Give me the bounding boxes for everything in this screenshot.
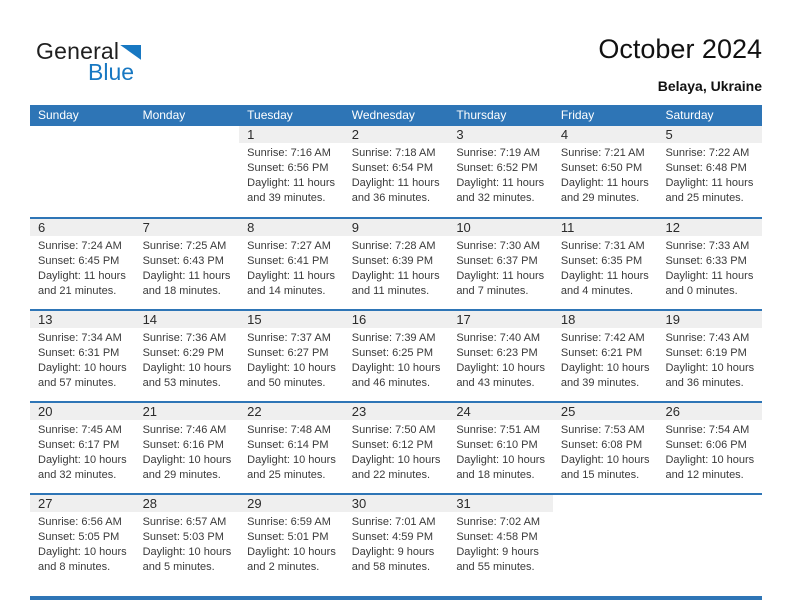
sunrise-text: Sunrise: 7:30 AM: [456, 240, 541, 252]
daylight-text-line1: Daylight: 11 hours: [351, 270, 440, 282]
day-details: [239, 328, 344, 391]
day-number: 20: [30, 403, 135, 420]
day-details: [239, 143, 344, 206]
calendar-cell: [30, 311, 135, 401]
sunrise-text: Sunrise: 7:21 AM: [560, 147, 645, 159]
day-number: 3: [448, 126, 553, 143]
calendar-cell: [657, 219, 762, 309]
calendar-cell: [30, 495, 135, 585]
sunrise-text: Sunrise: 7:31 AM: [560, 240, 645, 252]
calendar-cell: [344, 126, 449, 217]
daylight-text-line1: Daylight: 11 hours: [456, 270, 545, 282]
location-subtitle: Belaya, Ukraine: [657, 78, 762, 94]
logo-text-blue: Blue: [88, 59, 135, 85]
daylight-text-line1: Daylight: 10 hours: [665, 362, 755, 374]
footer-accent-bar: [30, 596, 762, 600]
sunrise-text: Sunrise: 7:27 AM: [247, 240, 331, 252]
daylight-text-line2: and 29 minutes.: [560, 192, 640, 204]
calendar-cell: [448, 126, 553, 217]
sunset-text: Sunset: 6:56 PM: [247, 162, 329, 174]
calendar-week-row: [30, 126, 762, 217]
daylight-text-line2: and 36 minutes.: [665, 377, 744, 389]
sunrise-text: Sunrise: 7:51 AM: [456, 424, 541, 436]
sunset-text: Sunset: 6:31 PM: [38, 347, 120, 359]
daylight-text-line1: Daylight: 9 hours: [351, 546, 435, 558]
daylight-text-line1: Daylight: 10 hours: [560, 362, 650, 374]
day-number: 5: [657, 126, 762, 143]
daylight-text-line2: and 7 minutes.: [456, 285, 529, 297]
daylight-text-line2: and 50 minutes.: [247, 377, 326, 389]
calendar-cell: [553, 403, 658, 493]
sunrise-text: Sunrise: 7:46 AM: [142, 424, 227, 436]
day-number: 6: [30, 219, 135, 236]
sunset-text: Sunset: 6:27 PM: [247, 347, 329, 359]
day-details: [448, 143, 553, 206]
sunrise-text: Sunrise: 6:56 AM: [38, 516, 122, 528]
daylight-text-line1: Daylight: 10 hours: [38, 546, 127, 558]
sunset-text: Sunset: 6:17 PM: [38, 439, 120, 451]
day-number: 10: [448, 219, 553, 236]
sunset-text: Sunset: 6:33 PM: [665, 255, 747, 267]
day-details: [344, 236, 449, 299]
sunrise-text: Sunrise: 7:34 AM: [38, 332, 122, 344]
sunset-text: Sunset: 6:39 PM: [351, 255, 434, 267]
calendar-cell: [448, 403, 553, 493]
daylight-text-line2: and 18 minutes.: [142, 285, 221, 297]
sunset-text: Sunset: 6:41 PM: [247, 255, 329, 267]
day-details: [135, 328, 240, 391]
daylight-text-line1: Daylight: 10 hours: [456, 454, 545, 466]
sunset-text: Sunset: 6:06 PM: [665, 439, 747, 451]
calendar-table: [30, 105, 762, 585]
calendar-cell: [239, 495, 344, 585]
day-details: [344, 328, 449, 391]
calendar-cell: [448, 311, 553, 401]
day-number: 2: [344, 126, 449, 143]
sunrise-text: Sunrise: 7:39 AM: [351, 332, 436, 344]
sunrise-text: Sunrise: 7:24 AM: [38, 240, 122, 252]
calendar-week-row: [30, 217, 762, 309]
daylight-text-line2: and 39 minutes.: [247, 192, 326, 204]
day-details: [657, 143, 762, 206]
daylight-text-line1: Daylight: 11 hours: [665, 270, 754, 282]
daylight-text-line2: and 12 minutes.: [665, 469, 744, 481]
weekday-header-wednesday: Wednesday: [351, 108, 415, 122]
daylight-text-line2: and 15 minutes.: [560, 469, 640, 481]
daylight-text-line1: Daylight: 10 hours: [456, 362, 545, 374]
sunset-text: Sunset: 6:23 PM: [456, 347, 538, 359]
daylight-text-line1: Daylight: 10 hours: [247, 454, 336, 466]
logo-triangle-icon: [120, 45, 141, 60]
sunset-text: Sunset: 6:43 PM: [142, 255, 224, 267]
sunrise-text: Sunrise: 7:16 AM: [247, 147, 331, 159]
sunset-text: Sunset: 5:05 PM: [38, 531, 120, 543]
day-number: 12: [657, 219, 762, 236]
calendar-cell: [135, 403, 240, 493]
day-number: 27: [30, 495, 135, 512]
sunset-text: Sunset: 4:58 PM: [456, 531, 538, 543]
calendar-cell: [344, 495, 449, 585]
sunrise-text: Sunrise: 7:53 AM: [560, 424, 645, 436]
sunset-text: Sunset: 6:45 PM: [38, 255, 120, 267]
day-number: 18: [553, 311, 658, 328]
weekday-header-thursday: Thursday: [456, 108, 507, 122]
sunrise-text: Sunrise: 7:42 AM: [560, 332, 645, 344]
sunrise-text: Sunrise: 7:01 AM: [351, 516, 436, 528]
daylight-text-line1: Daylight: 11 hours: [560, 270, 649, 282]
daylight-text-line1: Daylight: 10 hours: [351, 454, 441, 466]
daylight-text-line2: and 5 minutes.: [142, 561, 215, 573]
daylight-text-line1: Daylight: 10 hours: [351, 362, 441, 374]
sunset-text: Sunset: 4:59 PM: [351, 531, 434, 543]
calendar-cell: [448, 495, 553, 585]
day-number: 31: [448, 495, 553, 512]
daylight-text-line2: and 25 minutes.: [665, 192, 744, 204]
logo-text-general: General: [36, 38, 120, 64]
day-number: 13: [30, 311, 135, 328]
daylight-text-line2: and 58 minutes.: [351, 561, 431, 573]
day-number: 23: [344, 403, 449, 420]
daylight-text-line1: Daylight: 11 hours: [38, 270, 126, 282]
daylight-text-line2: and 57 minutes.: [38, 377, 117, 389]
sunset-text: Sunset: 6:21 PM: [560, 347, 643, 359]
day-number: 24: [448, 403, 553, 420]
sunset-text: Sunset: 5:01 PM: [247, 531, 329, 543]
day-details: [448, 328, 553, 391]
calendar-cell: [448, 219, 553, 309]
daylight-text-line2: and 32 minutes.: [456, 192, 535, 204]
daylight-text-line1: Daylight: 10 hours: [665, 454, 755, 466]
calendar-cell: [657, 403, 762, 493]
day-number: 9: [344, 219, 449, 236]
calendar-cell: [553, 311, 658, 401]
daylight-text-line1: Daylight: 11 hours: [247, 177, 336, 189]
daylight-text-line1: Daylight: 11 hours: [351, 177, 440, 189]
day-number: [30, 126, 135, 143]
day-number: [657, 495, 762, 512]
generalblue-logo: [36, 38, 166, 86]
sunrise-text: Sunrise: 7:19 AM: [456, 147, 541, 159]
daylight-text-line2: and 8 minutes.: [38, 561, 111, 573]
day-details: [448, 420, 553, 483]
day-number: 19: [657, 311, 762, 328]
sunset-text: Sunset: 6:19 PM: [665, 347, 747, 359]
day-details: [344, 143, 449, 206]
day-number: 17: [448, 311, 553, 328]
sunset-text: Sunset: 6:54 PM: [351, 162, 434, 174]
daylight-text-line1: Daylight: 11 hours: [142, 270, 231, 282]
calendar-cell: [657, 126, 762, 217]
sunrise-text: Sunrise: 7:40 AM: [456, 332, 541, 344]
day-number: 11: [553, 219, 658, 236]
day-number: 7: [135, 219, 240, 236]
sunrise-text: Sunrise: 7:54 AM: [665, 424, 750, 436]
sunrise-text: Sunrise: 7:36 AM: [142, 332, 227, 344]
sunset-text: Sunset: 6:48 PM: [665, 162, 747, 174]
day-details: [30, 512, 135, 575]
daylight-text-line1: Daylight: 10 hours: [142, 454, 232, 466]
sunset-text: Sunset: 6:12 PM: [351, 439, 434, 451]
day-number: [553, 495, 658, 512]
daylight-text-line2: and 14 minutes.: [247, 285, 326, 297]
weekday-header-monday: Monday: [142, 108, 186, 122]
day-details: [448, 512, 553, 575]
weekday-header-tuesday: Tuesday: [247, 108, 293, 122]
day-details: [657, 420, 762, 483]
day-number: 30: [344, 495, 449, 512]
day-details: [135, 236, 240, 299]
sunrise-text: Sunrise: 6:59 AM: [247, 516, 331, 528]
calendar-cell: [135, 495, 240, 585]
day-details: [135, 420, 240, 483]
daylight-text-line2: and 22 minutes.: [351, 469, 431, 481]
sunset-text: Sunset: 6:37 PM: [456, 255, 538, 267]
calendar-cell: [239, 403, 344, 493]
day-details: [448, 236, 553, 299]
daylight-text-line2: and 39 minutes.: [560, 377, 640, 389]
day-number: 25: [553, 403, 658, 420]
sunset-text: Sunset: 6:52 PM: [456, 162, 538, 174]
daylight-text-line2: and 43 minutes.: [456, 377, 535, 389]
day-details: [30, 328, 135, 391]
calendar-cell: [239, 126, 344, 217]
day-number: 15: [239, 311, 344, 328]
sunrise-text: Sunrise: 7:43 AM: [665, 332, 750, 344]
day-details: [239, 512, 344, 575]
daylight-text-line2: and 32 minutes.: [38, 469, 117, 481]
sunset-text: Sunset: 6:10 PM: [456, 439, 538, 451]
daylight-text-line2: and 29 minutes.: [142, 469, 221, 481]
calendar-cell: [135, 311, 240, 401]
calendar-cell-empty: [135, 126, 240, 217]
sunrise-text: Sunrise: 7:28 AM: [351, 240, 436, 252]
daylight-text-line2: and 36 minutes.: [351, 192, 431, 204]
sunrise-text: Sunrise: 7:45 AM: [38, 424, 122, 436]
daylight-text-line2: and 4 minutes.: [560, 285, 634, 297]
day-details: [657, 328, 762, 391]
daylight-text-line2: and 18 minutes.: [456, 469, 535, 481]
daylight-text-line1: Daylight: 10 hours: [38, 362, 127, 374]
day-details: [30, 420, 135, 483]
day-number: 14: [135, 311, 240, 328]
day-details: [135, 512, 240, 575]
calendar-cell: [239, 311, 344, 401]
calendar-cell: [239, 219, 344, 309]
daylight-text-line2: and 53 minutes.: [142, 377, 221, 389]
daylight-text-line2: and 2 minutes.: [247, 561, 320, 573]
sunrise-text: Sunrise: 7:25 AM: [142, 240, 227, 252]
daylight-text-line1: Daylight: 11 hours: [560, 177, 649, 189]
day-details: [553, 236, 658, 299]
sunrise-text: Sunrise: 7:33 AM: [665, 240, 750, 252]
calendar-cell-empty: [657, 495, 762, 585]
calendar-cell: [553, 126, 658, 217]
day-details: [657, 236, 762, 299]
daylight-text-line1: Daylight: 11 hours: [665, 177, 754, 189]
daylight-text-line1: Daylight: 10 hours: [247, 362, 336, 374]
day-number: 8: [239, 219, 344, 236]
day-number: 4: [553, 126, 658, 143]
day-details: [239, 420, 344, 483]
weekday-header-saturday: Saturday: [665, 108, 714, 122]
day-number: 16: [344, 311, 449, 328]
calendar-cell-empty: [30, 126, 135, 217]
weekday-header-friday: Friday: [560, 108, 595, 122]
daylight-text-line1: Daylight: 11 hours: [456, 177, 545, 189]
daylight-text-line1: Daylight: 10 hours: [38, 454, 127, 466]
sunset-text: Sunset: 6:29 PM: [142, 347, 224, 359]
day-details: [239, 236, 344, 299]
daylight-text-line1: Daylight: 10 hours: [247, 546, 336, 558]
sunset-text: Sunset: 6:25 PM: [351, 347, 434, 359]
day-details: [344, 420, 449, 483]
day-details: [553, 420, 658, 483]
sunrise-text: Sunrise: 7:37 AM: [247, 332, 331, 344]
sunset-text: Sunset: 6:14 PM: [247, 439, 329, 451]
sunrise-text: Sunrise: 7:48 AM: [247, 424, 331, 436]
sunrise-text: Sunrise: 7:22 AM: [665, 147, 750, 159]
calendar-cell: [553, 219, 658, 309]
sunrise-text: Sunrise: 7:18 AM: [351, 147, 436, 159]
sunrise-text: Sunrise: 6:57 AM: [142, 516, 227, 528]
day-number: 28: [135, 495, 240, 512]
day-number: 22: [239, 403, 344, 420]
day-details: [30, 236, 135, 299]
day-number: 1: [239, 126, 344, 143]
daylight-text-line1: Daylight: 9 hours: [456, 546, 539, 558]
month-title: October 2024: [598, 34, 762, 64]
day-number: 26: [657, 403, 762, 420]
calendar-cell-empty: [553, 495, 658, 585]
daylight-text-line2: and 55 minutes.: [456, 561, 535, 573]
daylight-text-line2: and 11 minutes.: [351, 285, 430, 297]
calendar-cell: [344, 403, 449, 493]
sunset-text: Sunset: 6:08 PM: [560, 439, 643, 451]
daylight-text-line2: and 21 minutes.: [38, 285, 117, 297]
weekday-header-row: [30, 105, 762, 126]
daylight-text-line1: Daylight: 10 hours: [142, 546, 232, 558]
daylight-text-line1: Daylight: 10 hours: [142, 362, 232, 374]
calendar-week-row: [30, 401, 762, 493]
sunset-text: Sunset: 6:35 PM: [560, 255, 643, 267]
day-number: 29: [239, 495, 344, 512]
calendar-week-row: [30, 493, 762, 585]
weekday-header-sunday: Sunday: [38, 108, 79, 122]
daylight-text-line1: Daylight: 11 hours: [247, 270, 336, 282]
daylight-text-line2: and 46 minutes.: [351, 377, 431, 389]
calendar-cell: [30, 219, 135, 309]
calendar-cell: [657, 311, 762, 401]
calendar-cell: [30, 403, 135, 493]
calendar-week-row: [30, 309, 762, 401]
day-details: [553, 143, 658, 206]
daylight-text-line2: and 25 minutes.: [247, 469, 326, 481]
day-number: 21: [135, 403, 240, 420]
calendar-cell: [135, 219, 240, 309]
sunset-text: Sunset: 5:03 PM: [142, 531, 224, 543]
day-details: [553, 328, 658, 391]
daylight-text-line1: Daylight: 10 hours: [560, 454, 650, 466]
sunset-text: Sunset: 6:50 PM: [560, 162, 643, 174]
sunrise-text: Sunrise: 7:50 AM: [351, 424, 436, 436]
calendar-weeks: [30, 126, 762, 585]
day-number: [135, 126, 240, 143]
sunrise-text: Sunrise: 7:02 AM: [456, 516, 541, 528]
day-details: [344, 512, 449, 575]
sunset-text: Sunset: 6:16 PM: [142, 439, 224, 451]
daylight-text-line2: and 0 minutes.: [665, 285, 738, 297]
calendar-cell: [344, 219, 449, 309]
calendar-cell: [344, 311, 449, 401]
